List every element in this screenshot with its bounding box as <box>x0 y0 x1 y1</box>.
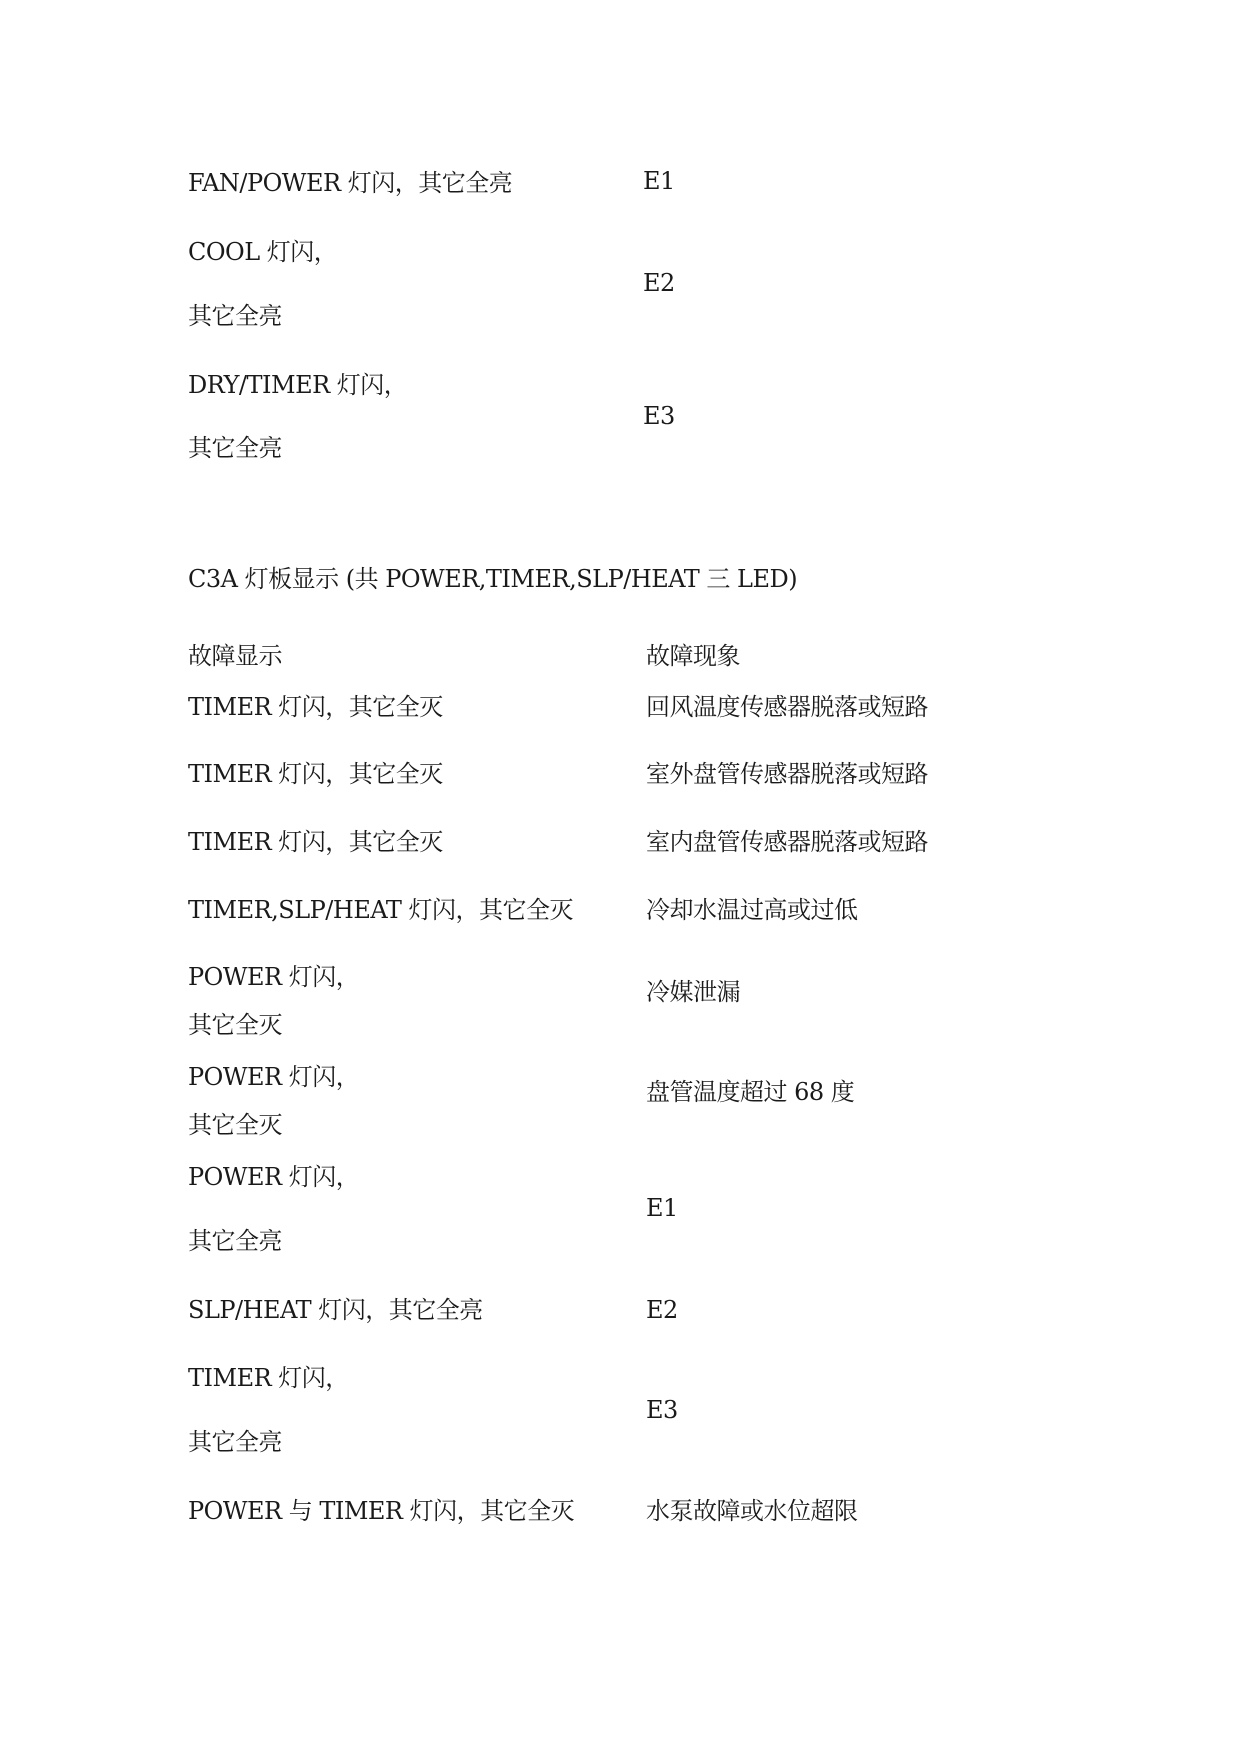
fault-display-cell: TIMER 灯闪， <box>188 1364 349 1392</box>
fault-display-cell: 其它全亮 <box>188 434 282 462</box>
fault-display-cell: FAN/POWER 灯闪，其它全亮 <box>188 169 513 197</box>
fault-display-cell: TIMER 灯闪，其它全灭 <box>188 693 443 721</box>
fault-display-cell: TIMER,SLP/HEAT 灯闪，其它全灭 <box>188 896 573 924</box>
fault-symptom-cell: 冷媒泄漏 <box>646 978 740 1006</box>
fault-code-cell: E1 <box>643 167 675 195</box>
fault-display-cell: TIMER 灯闪，其它全灭 <box>188 828 443 856</box>
fault-code-cell: E1 <box>646 1194 678 1222</box>
fault-display-cell: 其它全亮 <box>188 1227 282 1255</box>
fault-symptom-cell: 室外盘管传感器脱落或短路 <box>646 760 928 788</box>
fault-code-cell: E2 <box>643 269 675 297</box>
fault-code-cell: E2 <box>646 1296 678 1324</box>
fault-display-cell: POWER 灯闪， <box>188 1163 360 1191</box>
fault-symptom-cell: 冷却水温过高或过低 <box>646 896 858 924</box>
fault-code-cell: E3 <box>646 1396 678 1424</box>
fault-symptom-cell: 水泵故障或水位超限 <box>646 1497 858 1525</box>
fault-code-cell: E3 <box>643 402 675 430</box>
fault-display-cell: 其它全灭 <box>188 1111 282 1139</box>
fault-display-cell: DRY/TIMER 灯闪， <box>188 371 408 399</box>
fault-display-cell: COOL 灯闪， <box>188 238 338 266</box>
fault-display-cell: SLP/HEAT 灯闪，其它全亮 <box>188 1296 483 1324</box>
fault-display-cell: TIMER 灯闪，其它全灭 <box>188 760 443 788</box>
column-header-symptom: 故障现象 <box>646 642 740 670</box>
fault-display-cell: 其它全灭 <box>188 1011 282 1039</box>
section-title: C3A 灯板显示 (共 POWER,TIMER,SLP/HEAT 三 LED) <box>188 565 798 593</box>
fault-symptom-cell: 室内盘管传感器脱落或短路 <box>646 828 928 856</box>
fault-display-cell: 其它全亮 <box>188 302 282 330</box>
fault-display-cell: 其它全亮 <box>188 1428 282 1456</box>
fault-display-cell: POWER 灯闪， <box>188 963 360 991</box>
fault-display-cell: POWER 与 TIMER 灯闪，其它全灭 <box>188 1497 575 1525</box>
fault-symptom-cell: 盘管温度超过 68 度 <box>646 1078 855 1106</box>
column-header-display: 故障显示 <box>188 642 282 670</box>
fault-display-cell: POWER 灯闪， <box>188 1063 360 1091</box>
fault-symptom-cell: 回风温度传感器脱落或短路 <box>646 693 928 721</box>
